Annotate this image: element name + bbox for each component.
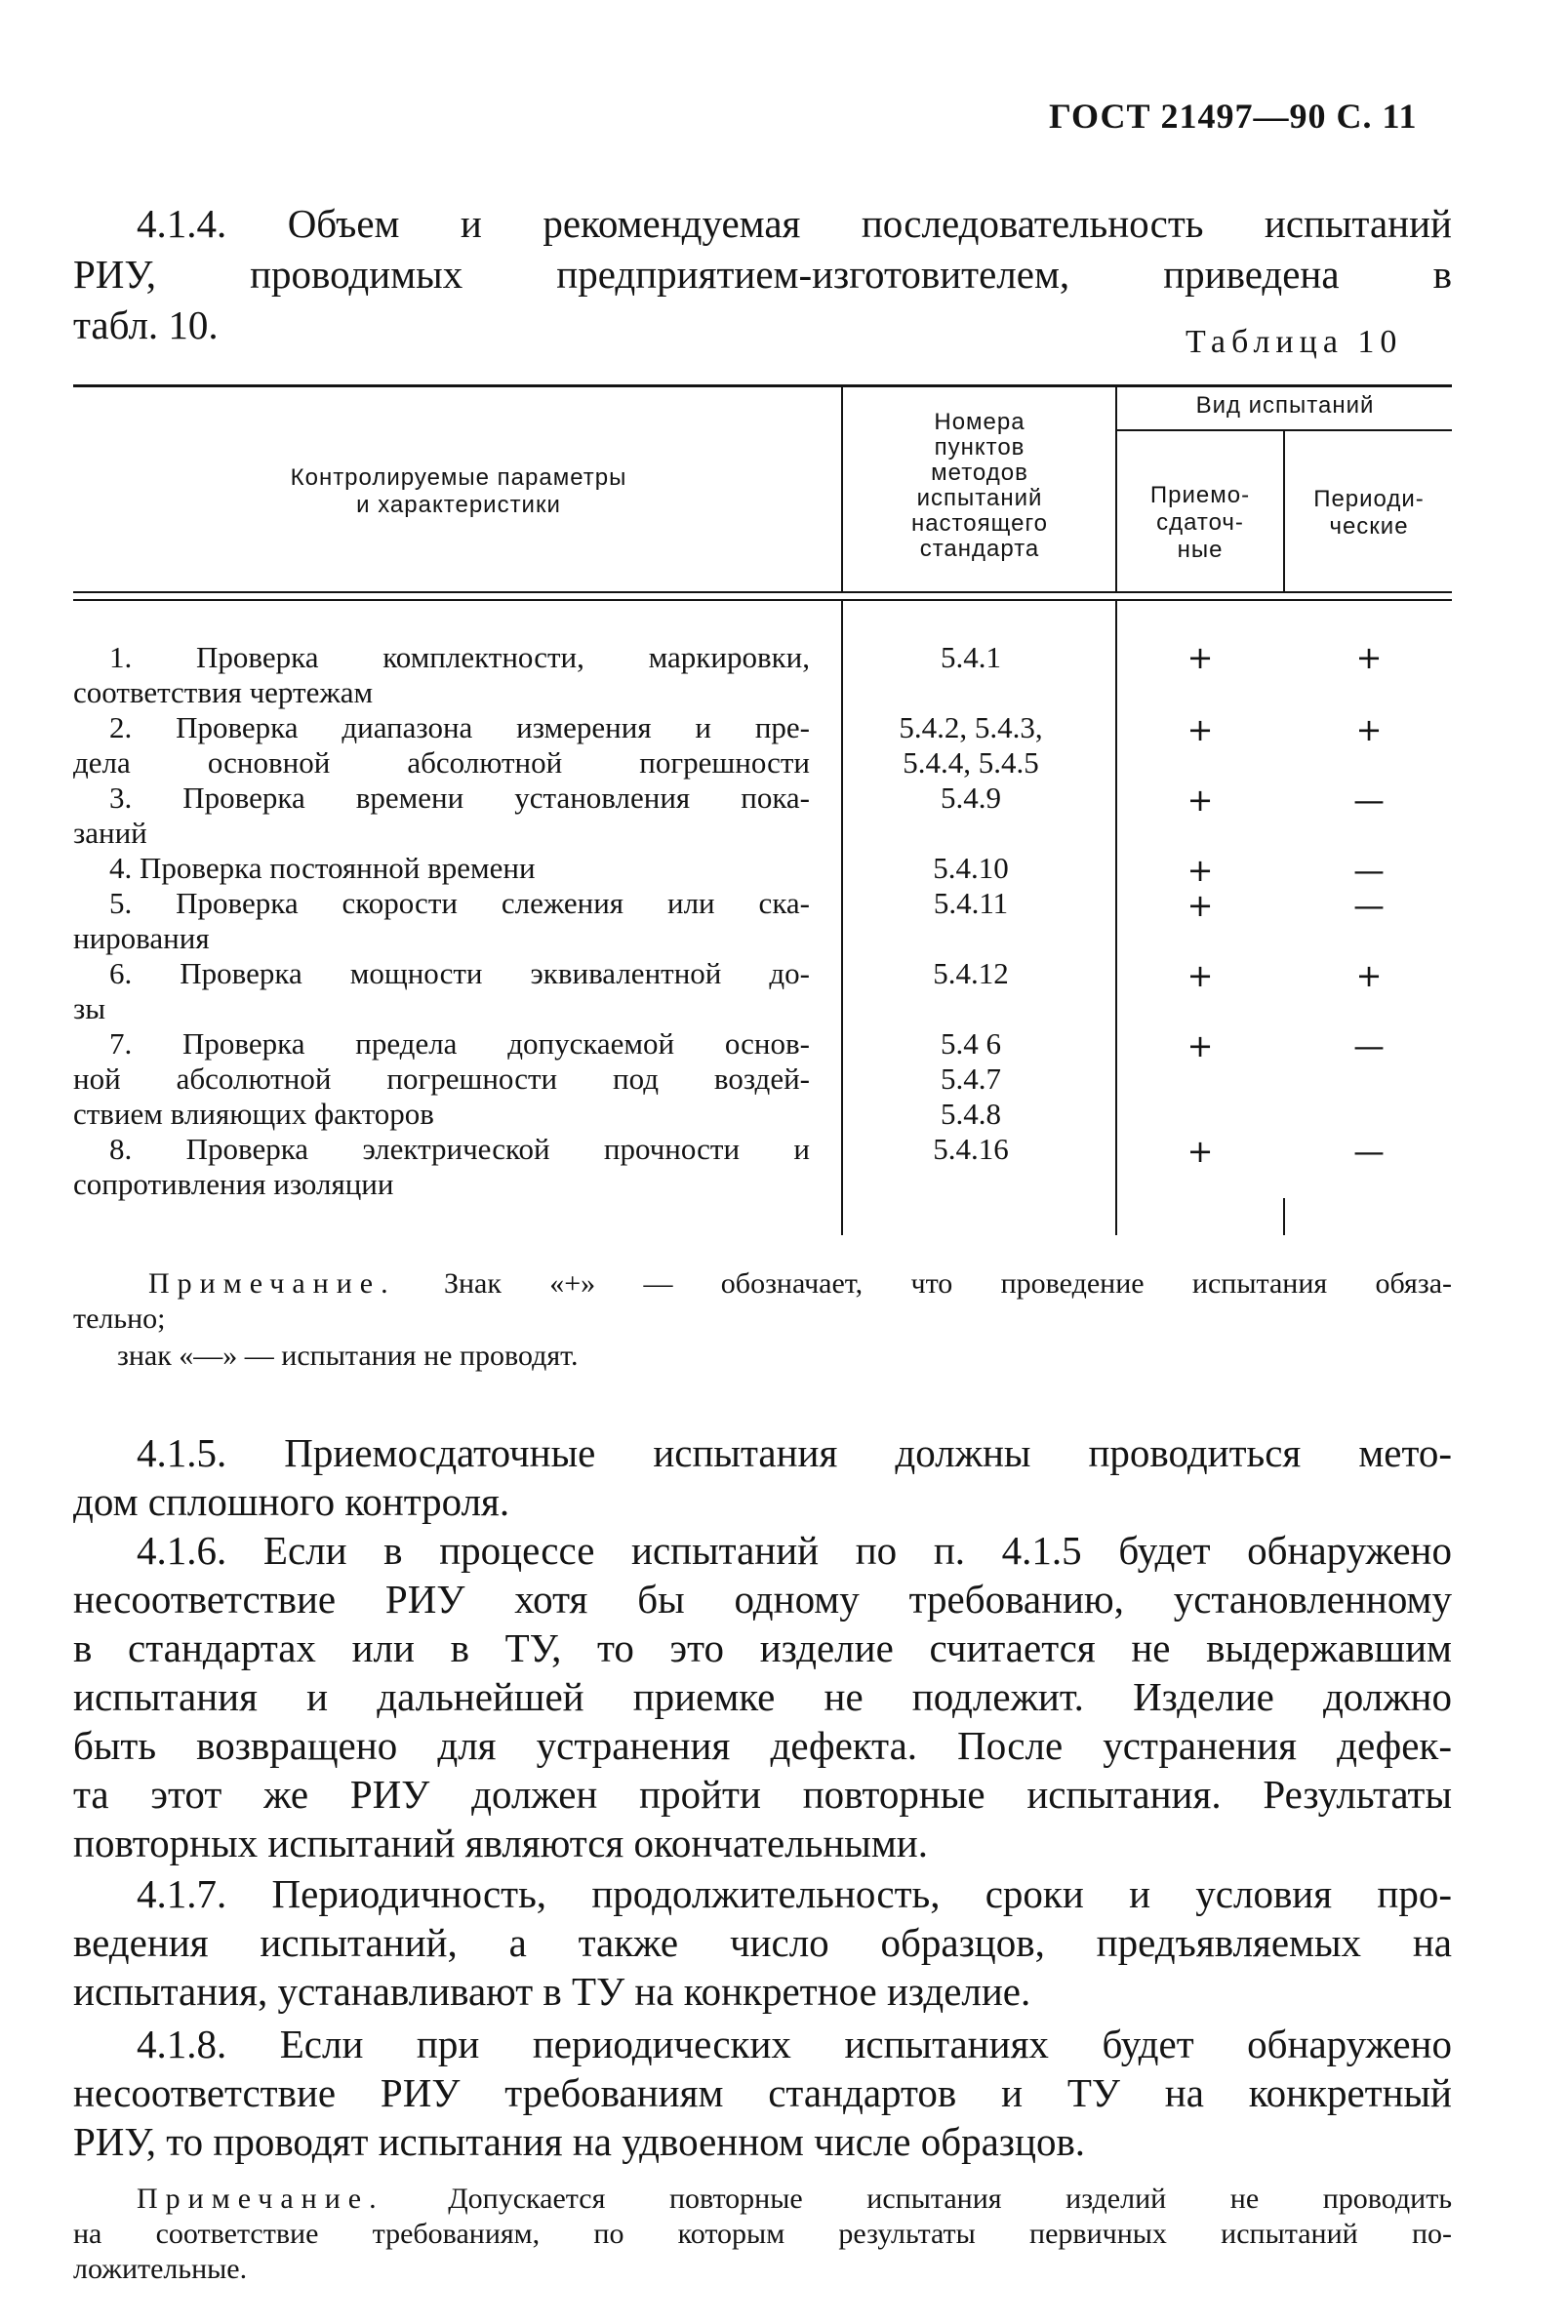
acceptance-mark: + [1186, 711, 1214, 748]
paragraph-line: 4.1.6. Если в процессе испытаний по п. 4.1.5 будет обнаружено [137, 1528, 1452, 1573]
paragraph-line: 4.1.8. Если при периодических испытаниях будет обнаружено [137, 2022, 1452, 2066]
note-label: Примечание. [137, 2183, 384, 2215]
param-cell: зы [73, 991, 106, 1025]
periodic-mark: — [1353, 1133, 1385, 1170]
note-text: на соответствие требованиям, по которым результаты первичных испытаний по- [73, 2218, 1452, 2250]
param-cell: 8. Проверка электрической прочности и [109, 1132, 810, 1166]
paragraph-line: повторных испытаний являются окончательными. [73, 1821, 928, 1865]
param-cell: 2. Проверка диапазона измерения и пре- [109, 710, 810, 744]
paragraph-line: быть возвращено для устранения дефекта. После устранения дефек- [73, 1723, 1452, 1768]
methods-cell: 5.4.9 [941, 781, 1001, 815]
table-header-rule-double [73, 599, 1452, 601]
table-header-rule [73, 591, 1452, 593]
param-cell: заний [73, 816, 147, 850]
methods-cell: 5.4.11 [933, 886, 1009, 920]
param-cell: 4. Проверка постоянной времени [109, 851, 536, 885]
table-top-rule [73, 384, 1452, 387]
paragraph-line: РИУ, проводимых предприятием-изготовителем, приведена в [73, 252, 1452, 297]
acceptance-mark: + [1186, 852, 1214, 889]
table-col-divider [1283, 1198, 1285, 1235]
paragraph-line: РИУ, то проводят испытания на удвоенном числе образцов. [73, 2119, 1086, 2164]
param-cell: соответствия чертежам [73, 675, 374, 709]
paragraph-line: несоответствие РИУ требованиям стандартов и ТУ на конкретный [73, 2070, 1452, 2115]
note-text: ложительные. [73, 2253, 248, 2285]
methods-cell: 5.4.7 [941, 1062, 1001, 1096]
acceptance-mark: + [1186, 639, 1214, 676]
paragraph-line: ведения испытаний, а также число образцов, предъявляемых на [73, 1920, 1452, 1965]
periodic-mark: — [1353, 887, 1385, 924]
methods-cell: 5.4.1 [941, 640, 1001, 674]
header-periodic: Периоди- ческие [1313, 486, 1425, 540]
param-cell: дела основной абсолютной погрешности [73, 745, 810, 780]
param-cell: 7. Проверка предела допускаемой основ- [109, 1026, 810, 1061]
param-cell: 6. Проверка мощности эквивалентной до- [109, 956, 810, 990]
acceptance-mark: + [1186, 781, 1214, 819]
header-methods: Номера пунктов методов испытаний настоящего стандарта [910, 409, 1049, 562]
methods-cell: 5.4 6 [941, 1026, 1001, 1061]
paragraph-line: испытания, устанавливают в ТУ на конкретное изделие. [73, 1969, 1031, 2014]
periodic-mark: + [1355, 711, 1383, 748]
periodic-mark: — [1353, 781, 1385, 819]
note-label: Примечание. [148, 1267, 396, 1300]
paragraph-line: несоответствие РИУ хотя бы одному требованию, установленному [73, 1577, 1452, 1622]
periodic-mark: + [1355, 957, 1383, 994]
methods-cell: 5.4.16 [933, 1132, 1009, 1166]
paragraph-line: дом сплошного контроля. [73, 1479, 510, 1524]
methods-cell: 5.4.10 [933, 851, 1009, 885]
note-text: Допускается повторные испытания изделий не проводить [448, 2183, 1452, 2215]
paragraph-line: та этот же РИУ должен пройти повторные испытания. Результаты [73, 1772, 1452, 1817]
paragraph-line: 4.1.4. Объем и рекомендуемая последовательность испытаний [137, 201, 1452, 246]
acceptance-mark: + [1186, 957, 1214, 994]
methods-cell: 5.4.8 [941, 1097, 1001, 1131]
paragraph-line: 4.1.7. Периодичность, продолжительность, сроки и условия про- [137, 1871, 1452, 1916]
param-cell: 5. Проверка скорости слежения или ска- [109, 886, 810, 920]
paragraph-line: 4.1.5. Приемосдаточные испытания должны проводиться мето- [137, 1430, 1452, 1475]
methods-cell: 5.4.12 [933, 956, 1009, 990]
note-text: Знак «+» — обозначает, что проведение испытания обяза- [443, 1267, 1452, 1300]
table-col-divider [1283, 431, 1285, 593]
table-col-divider [841, 386, 843, 593]
acceptance-mark: + [1186, 1133, 1214, 1170]
periodic-mark: — [1353, 1027, 1385, 1064]
param-cell: ствием влияющих факторов [73, 1097, 434, 1131]
paragraph-line: в стандартах или в ТУ, то это изделие считается не выдержавшим [73, 1625, 1452, 1670]
periodic-mark: + [1355, 639, 1383, 676]
header-params: Контролируемые параметры и характеристики [290, 464, 627, 518]
acceptance-mark: + [1186, 887, 1214, 924]
page-header: ГОСТ 21497—90 С. 11 [1049, 97, 1418, 136]
param-cell: 3. Проверка времени установления пока- [109, 781, 810, 815]
header-acceptance: Приемо- сдаточ- ные [1149, 482, 1251, 563]
param-cell: ной абсолютной погрешности под воздей- [73, 1062, 810, 1096]
param-cell: нирования [73, 921, 210, 955]
param-cell: 1. Проверка комплектности, маркировки, [109, 640, 810, 674]
paragraph-line: табл. 10. [73, 302, 219, 347]
table-title: Таблица 10 [1186, 324, 1403, 360]
periodic-mark: — [1353, 852, 1385, 889]
table-col-divider [1115, 386, 1117, 593]
paragraph-line: испытания и дальнейшей приемке не подлежит. Изделие должно [73, 1674, 1452, 1719]
note-text: знак «—» — испытания не проводят. [117, 1340, 579, 1372]
header-test-type: Вид испытаний [1195, 392, 1375, 419]
table-col-divider [1115, 601, 1117, 1235]
param-cell: сопротивления изоляции [73, 1167, 394, 1201]
methods-cell: 5.4.2, 5.4.3, [899, 710, 1043, 744]
methods-cell: 5.4.4, 5.4.5 [903, 745, 1039, 780]
note-text: тельно; [73, 1302, 166, 1335]
acceptance-mark: + [1186, 1027, 1214, 1064]
